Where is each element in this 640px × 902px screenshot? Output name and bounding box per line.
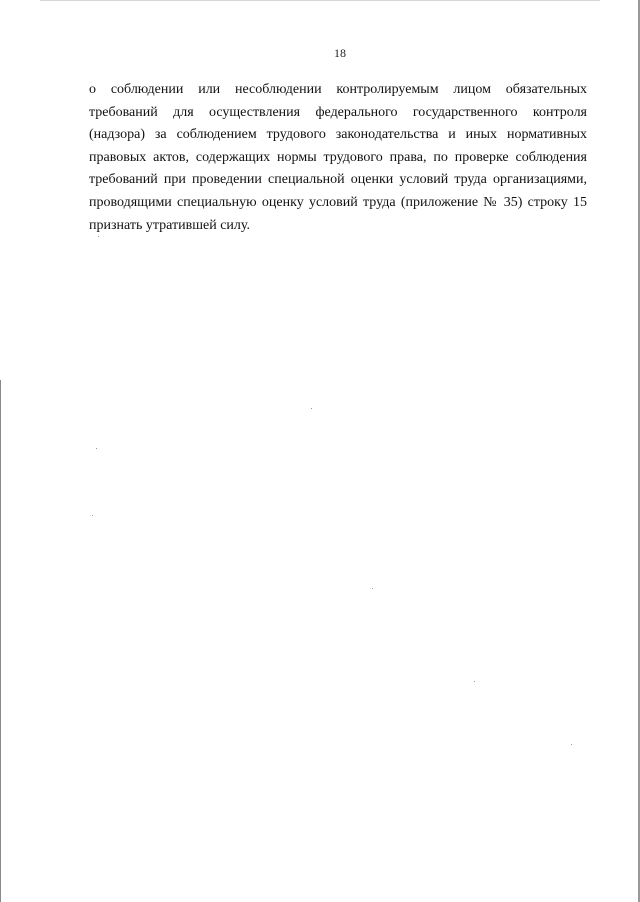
paragraph-line: проводящими специальную оценку условий труда (приложение № 35) строку 15 [89,194,587,210]
scan-top-edge [40,0,600,1]
scan-speck [96,448,97,449]
page-number: 18 [334,46,346,60]
scan-speck [372,588,373,589]
body-paragraph [89,79,587,237]
paragraph-line: требований при проведении специальной оценки условий труда организациями, [89,172,587,188]
scan-speck [98,236,99,237]
scan-speck [474,681,475,682]
scan-speck [571,744,572,745]
scan-speck [92,515,93,516]
scan-speck [311,408,312,409]
paragraph-line: о соблюдении или несоблюдении контролируемым лицом обязательных [89,82,587,97]
paragraph-line: (надзора) за соблюдением трудового законодательства и иных нормативных [89,127,587,143]
paragraph-line: правовых актов, содержащих нормы трудового права, по проверке соблюдения [89,149,587,165]
paragraph-line: признать утратившей силу. [89,217,250,233]
paragraph-line: требований для осуществления федерального государственного контроля [89,104,587,120]
scan-left-edge [0,380,1,902]
